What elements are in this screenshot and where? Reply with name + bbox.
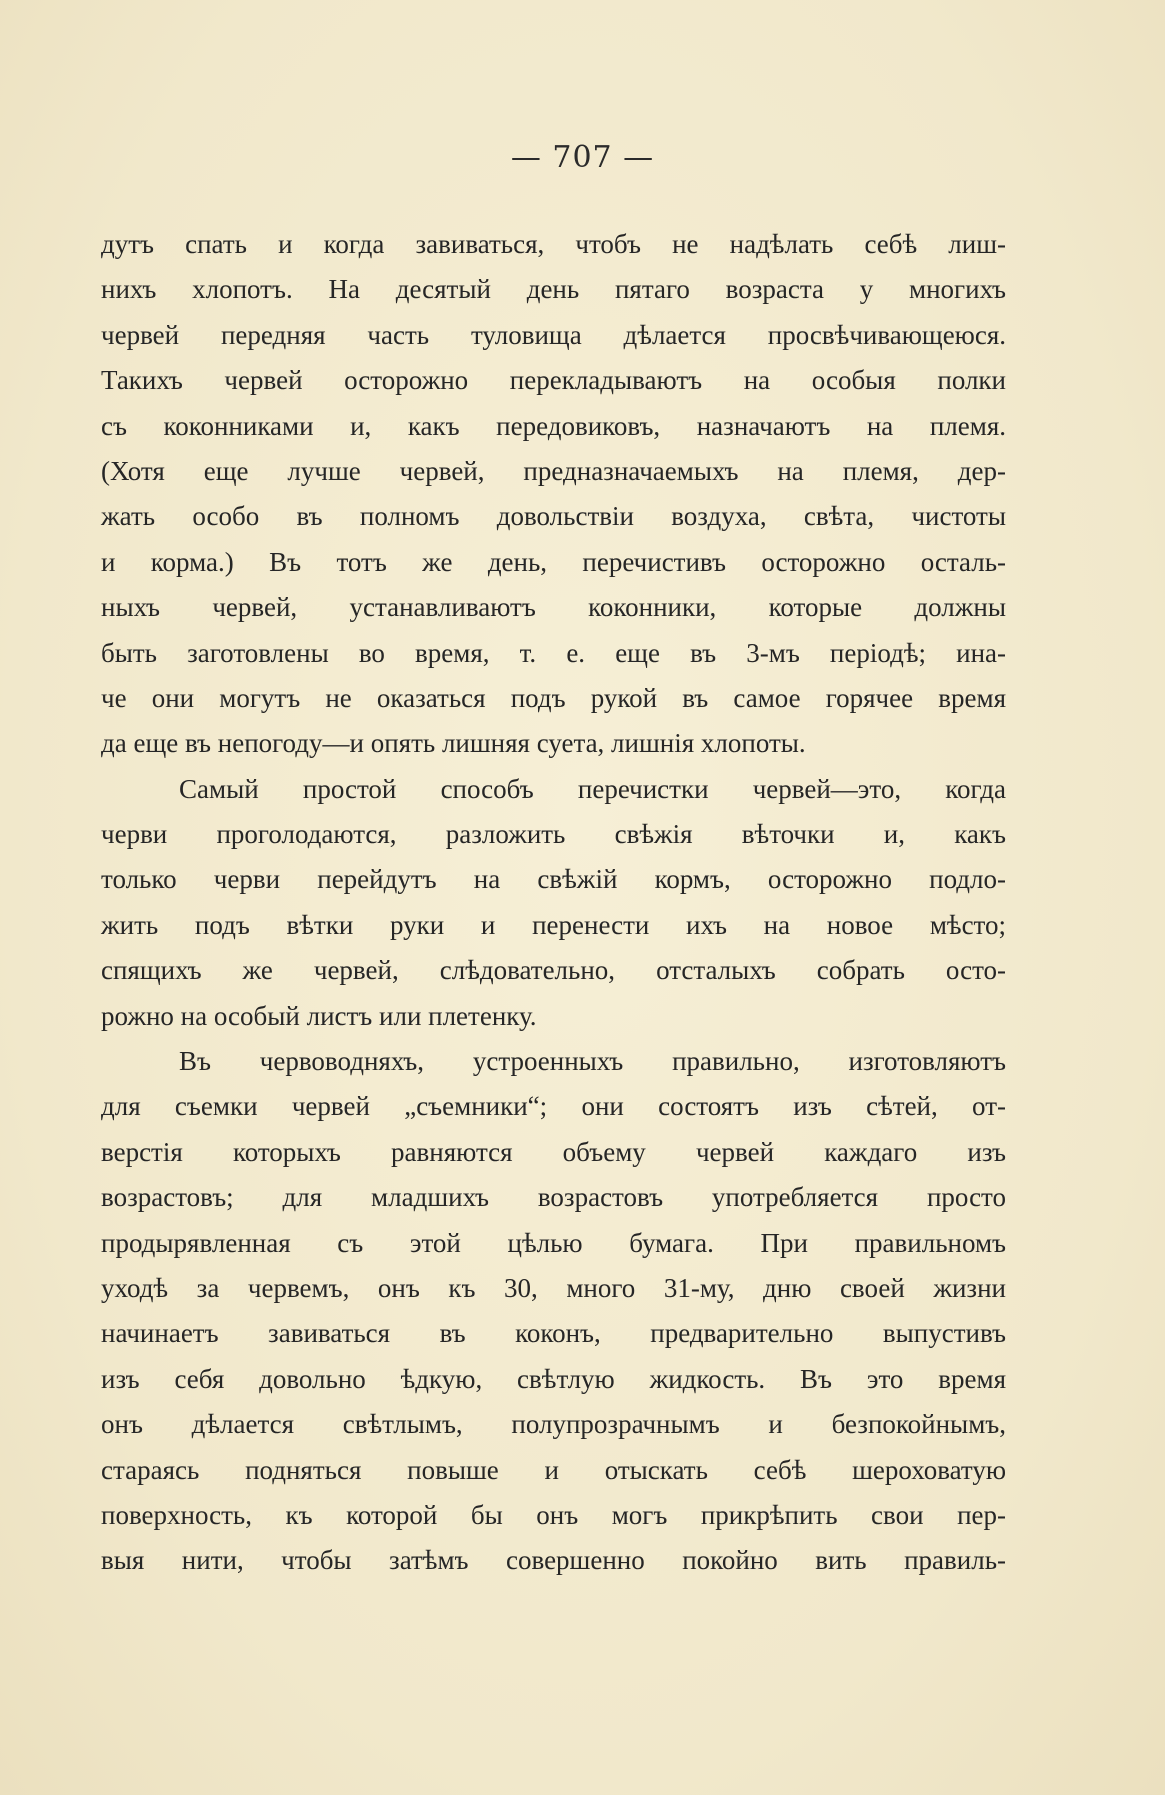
text-line: жать особо въ полномъ довольствіи воздуха, свѣта, чистоты xyxy=(101,501,1006,532)
text-line: червей передняя часть туловища дѣлается просвѣчивающеюся. xyxy=(101,319,1006,350)
text-line: поверхность, къ которой бы онъ могъ прикрѣпить свои пер- xyxy=(101,1499,1006,1530)
text-line: Такихъ червей осторожно перекладываютъ на особыя полки xyxy=(101,365,1006,396)
text-line: начинаетъ завиваться въ коконъ, предварительно выпустивъ xyxy=(101,1318,1006,1349)
text-line: черви проголодаются, разложить свѣжія вѣточки и, какъ xyxy=(101,819,1006,850)
body-text xyxy=(101,222,1006,1584)
text-line: дутъ спать и когда завиваться, чтобъ не надѣлать себѣ лиш- xyxy=(101,229,1006,259)
text-line: только черви перейдутъ на свѣжій кормъ, осторожно подло- xyxy=(101,864,1006,895)
text-line: съ коконниками и, какъ передовиковъ, назначаютъ на племя. xyxy=(101,410,1006,441)
text-line: онъ дѣлается свѣтлымъ, полупрозрачнымъ и безпокойнымъ, xyxy=(101,1409,1006,1440)
text-line: нихъ хлопотъ. На десятый день пятаго возраста у многихъ xyxy=(101,274,1006,305)
text-line: для съемки червей „съемники“; они состоятъ изъ сѣтей, от- xyxy=(101,1091,1006,1122)
text-line: жить подъ вѣтки руки и перенести ихъ на новое мѣсто; xyxy=(101,909,1006,940)
text-line: Самый простой способъ перечистки червей—это, когда xyxy=(179,773,1006,804)
text-line: выя нити, чтобы затѣмъ совершенно покойно вить правиль- xyxy=(101,1545,1006,1576)
page-number: — 707 — xyxy=(510,140,655,175)
text-line: стараясь подняться повыше и отыскать себѣ шероховатую xyxy=(101,1454,1006,1485)
paragraph-3 xyxy=(101,1039,1006,1584)
text-line: уходѣ за червемъ, онъ къ 30, много 31-му, дню своей жизни xyxy=(101,1272,1006,1303)
text-line: Въ червоводняхъ, устроенныхъ правильно, изготовляютъ xyxy=(179,1046,1006,1077)
text-line: и корма.) Въ тотъ же день, перечистивъ осторожно осталь- xyxy=(101,546,1006,577)
paragraph-2 xyxy=(101,767,1006,1039)
paragraph-1 xyxy=(101,222,1006,767)
text-line: изъ себя довольно ѣдкую, свѣтлую жидкость. Въ это время xyxy=(101,1363,1006,1394)
text-line: че они могутъ не оказаться подъ рукой въ самое горячее время xyxy=(101,682,1006,713)
text-line: быть заготовлены во время, т. е. еще въ 3-мъ періодѣ; ина- xyxy=(101,637,1006,668)
text-line: рожно на особый листъ или плетенку. xyxy=(101,1000,537,1031)
text-line: спящихъ же червей, слѣдовательно, отсталыхъ собрать осто- xyxy=(101,955,1006,986)
text-line: возрастовъ; для младшихъ возрастовъ употребляется просто xyxy=(101,1182,1006,1213)
text-line: (Хотя еще лучше червей, предназначаемыхъ на племя, дер- xyxy=(101,455,1006,486)
text-line: верстія которыхъ равняются объему червей каждаго изъ xyxy=(101,1136,1006,1167)
text-line: да еще въ непогоду—и опять лишняя суета, лишнія хлопоты. xyxy=(101,728,806,759)
text-line: продырявленная съ этой цѣлью бумага. При правильномъ xyxy=(101,1227,1006,1258)
text-line: ныхъ червей, устанавливаютъ коконники, которые должны xyxy=(101,592,1006,623)
